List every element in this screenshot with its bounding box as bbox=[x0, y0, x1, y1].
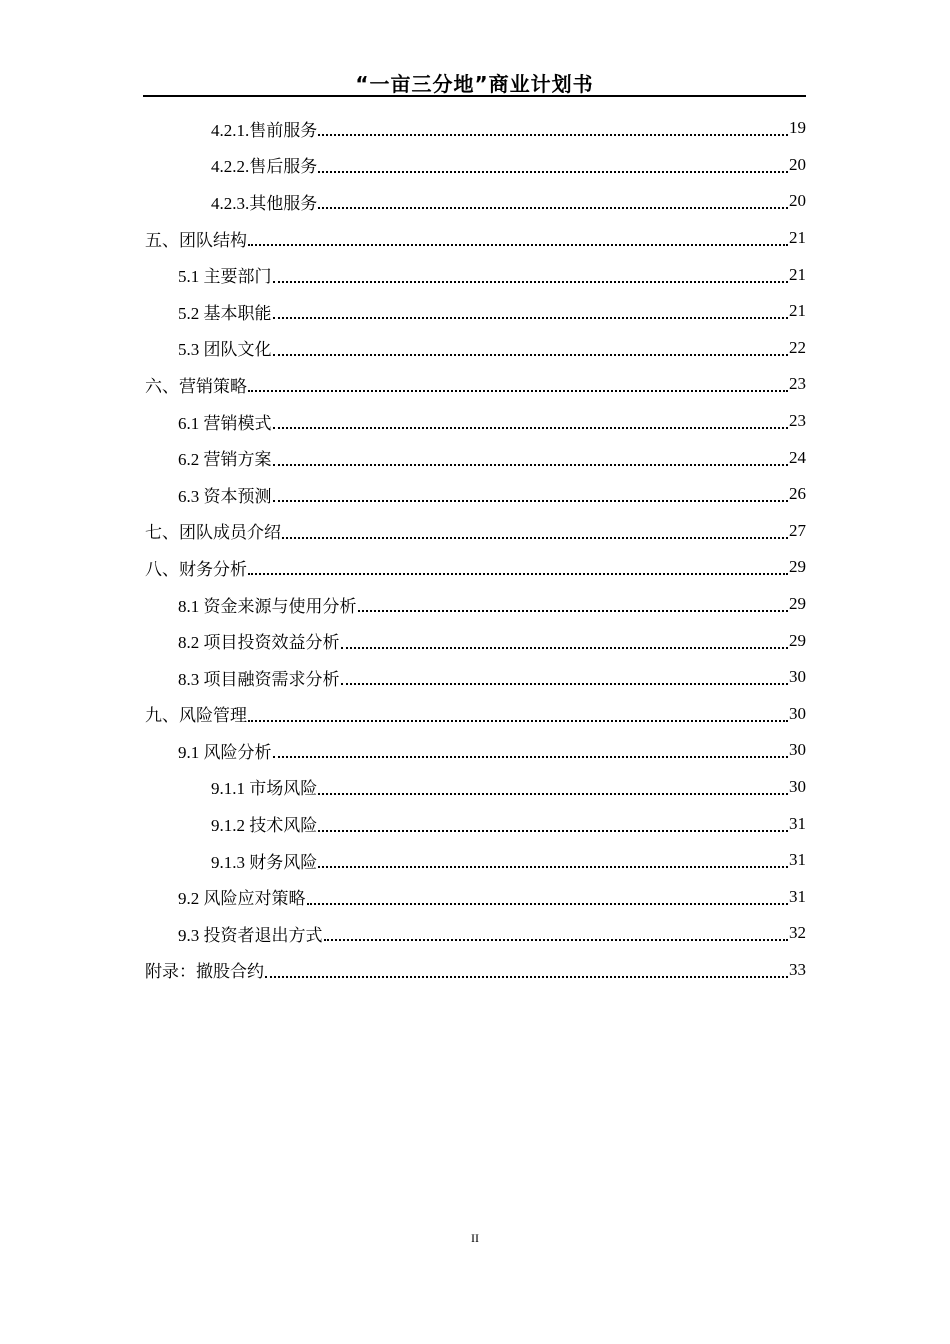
toc-entry-label: 5.1 主要部门 bbox=[178, 267, 272, 287]
toc-entry[interactable] bbox=[145, 439, 806, 476]
toc-entry-page: 30 bbox=[789, 776, 806, 796]
toc-entry-label: 9.2 风险应对策略 bbox=[178, 889, 306, 909]
toc-leader-dots bbox=[318, 171, 788, 173]
toc-entry-page: 21 bbox=[789, 228, 806, 248]
toc-entry[interactable] bbox=[145, 915, 806, 952]
toc-entry[interactable] bbox=[145, 366, 806, 403]
toc-entry-page: 29 bbox=[789, 630, 806, 650]
toc-leader-dots bbox=[273, 427, 789, 429]
toc-entry-label: 五、团队结构 bbox=[145, 230, 247, 250]
toc-entry-page: 20 bbox=[789, 191, 806, 211]
toc-entry-page: 23 bbox=[789, 411, 806, 431]
toc-leader-dots bbox=[341, 683, 789, 685]
toc-entry-page: 30 bbox=[789, 740, 806, 760]
toc-entry-label: 5.3 团队文化 bbox=[178, 340, 272, 360]
toc-leader-dots bbox=[273, 317, 789, 319]
toc-leader-dots bbox=[248, 720, 788, 722]
toc-entry-label: 8.3 项目融资需求分析 bbox=[178, 669, 340, 689]
toc-entry-label: 6.2 营销方案 bbox=[178, 450, 272, 470]
toc-leader-dots bbox=[318, 830, 788, 832]
toc-entry-page: 21 bbox=[789, 301, 806, 321]
toc-entry-page: 31 bbox=[789, 813, 806, 833]
toc-entry[interactable] bbox=[145, 330, 806, 367]
toc-entry-page: 29 bbox=[789, 594, 806, 614]
toc-entry[interactable] bbox=[145, 805, 806, 842]
document-header-title: “一亩三分地”商业计划书 bbox=[355, 72, 594, 96]
toc-entry-label: 八、财务分析 bbox=[145, 559, 247, 579]
toc-entry-page: 32 bbox=[789, 923, 806, 943]
toc-entry-page: 29 bbox=[789, 557, 806, 577]
toc-entry-page: 20 bbox=[789, 154, 806, 174]
toc-entry-page: 26 bbox=[789, 484, 806, 504]
toc-entry[interactable] bbox=[145, 769, 806, 806]
toc-leader-dots bbox=[248, 390, 788, 392]
toc-entry[interactable] bbox=[145, 147, 806, 184]
toc-entry[interactable] bbox=[145, 403, 806, 440]
toc-leader-dots bbox=[318, 793, 788, 795]
toc-entry-label: 9.1.3 财务风险 bbox=[211, 852, 318, 872]
toc-entry-label: 4.2.3.其他服务 bbox=[211, 193, 318, 213]
toc-entry[interactable] bbox=[145, 183, 806, 220]
toc-entry-page: 33 bbox=[789, 959, 806, 979]
toc-leader-dots bbox=[273, 354, 789, 356]
header-rule bbox=[143, 95, 806, 97]
toc-entry-label: 附录：撤股合约 bbox=[145, 962, 264, 982]
toc-entry-page: 30 bbox=[789, 703, 806, 723]
toc-entry[interactable] bbox=[145, 659, 806, 696]
toc-leader-dots bbox=[273, 281, 789, 283]
toc-leader-dots bbox=[318, 866, 788, 868]
toc-leader-dots bbox=[341, 647, 789, 649]
toc-entry[interactable] bbox=[145, 878, 806, 915]
toc-entry-page: 31 bbox=[789, 886, 806, 906]
toc-entry-label: 9.1.1 市场风险 bbox=[211, 779, 318, 799]
toc-entry[interactable] bbox=[145, 110, 806, 147]
toc-leader-dots bbox=[282, 537, 788, 539]
toc-entry[interactable] bbox=[145, 696, 806, 733]
toc-leader-dots bbox=[358, 610, 789, 612]
toc-entry-page: 30 bbox=[789, 667, 806, 687]
toc-entry-page: 19 bbox=[789, 118, 806, 138]
toc-entry[interactable] bbox=[145, 256, 806, 293]
toc-entry-label: 9.3 投资者退出方式 bbox=[178, 925, 323, 945]
toc-entry[interactable] bbox=[145, 586, 806, 623]
toc-entry[interactable] bbox=[145, 732, 806, 769]
toc-entry[interactable] bbox=[145, 293, 806, 330]
toc-entry-label: 8.2 项目投资效益分析 bbox=[178, 633, 340, 653]
toc-entry-page: 24 bbox=[789, 447, 806, 467]
toc-entry-page: 27 bbox=[789, 520, 806, 540]
toc-entry-label: 8.1 资金来源与使用分析 bbox=[178, 596, 357, 616]
toc-entry-label: 9.1.2 技术风险 bbox=[211, 816, 318, 836]
toc-entry[interactable] bbox=[145, 842, 806, 879]
toc-leader-dots bbox=[324, 939, 789, 941]
toc-leader-dots bbox=[273, 756, 789, 758]
toc-entry[interactable] bbox=[145, 513, 806, 550]
toc-entry-label: 七、团队成员介绍 bbox=[145, 523, 281, 543]
toc-leader-dots bbox=[248, 573, 788, 575]
toc-entry[interactable] bbox=[145, 549, 806, 586]
toc-entry-label: 六、营销策略 bbox=[145, 376, 247, 396]
toc-entry-label: 5.2 基本职能 bbox=[178, 303, 272, 323]
toc-entry-page: 31 bbox=[789, 850, 806, 870]
toc-leader-dots bbox=[248, 244, 788, 246]
page-number: II bbox=[471, 1231, 479, 1245]
toc-leader-dots bbox=[273, 464, 789, 466]
toc-entry[interactable] bbox=[145, 952, 806, 989]
toc-entry-label: 4.2.2.售后服务 bbox=[211, 157, 318, 177]
table-of-contents bbox=[145, 110, 806, 988]
toc-entry-label: 9.1 风险分析 bbox=[178, 742, 272, 762]
toc-entry-label: 6.1 营销模式 bbox=[178, 413, 272, 433]
toc-entry-page: 22 bbox=[789, 337, 806, 357]
toc-entry-label: 4.2.1.售前服务 bbox=[211, 120, 318, 140]
toc-entry[interactable] bbox=[145, 622, 806, 659]
toc-leader-dots bbox=[273, 500, 789, 502]
toc-entry-label: 九、风险管理 bbox=[145, 706, 247, 726]
toc-entry[interactable] bbox=[145, 476, 806, 513]
toc-entry[interactable] bbox=[145, 220, 806, 257]
toc-entry-page: 21 bbox=[789, 264, 806, 284]
toc-leader-dots bbox=[307, 903, 789, 905]
toc-leader-dots bbox=[318, 207, 788, 209]
toc-entry-page: 23 bbox=[789, 374, 806, 394]
toc-leader-dots bbox=[265, 976, 788, 978]
toc-entry-label: 6.3 资本预测 bbox=[178, 486, 272, 506]
toc-leader-dots bbox=[318, 134, 788, 136]
